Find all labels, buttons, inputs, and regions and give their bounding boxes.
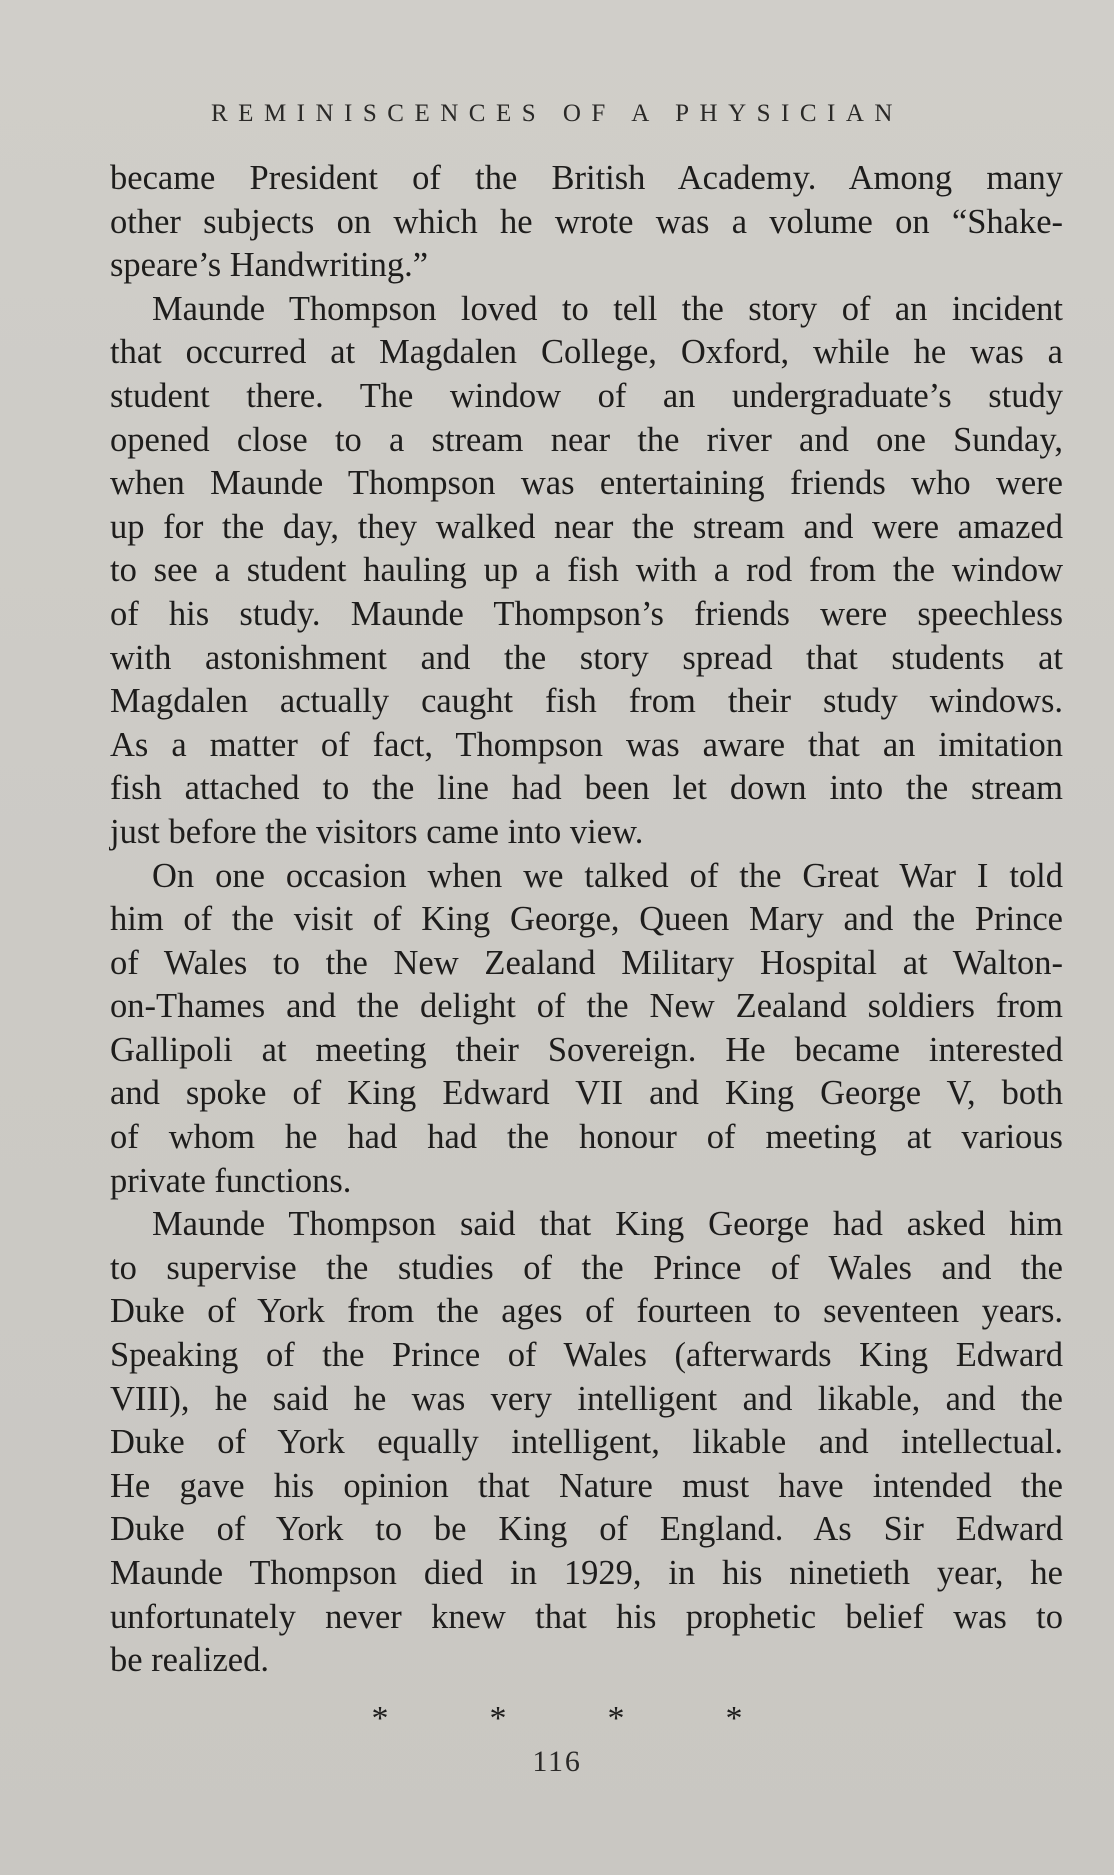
text-line: with astonishment and the story spread that students at [110,638,1063,677]
text-line: unfortunately never knew that his prophetic belief was to [110,1597,1063,1636]
text-line: speare’s Handwriting.” [110,246,429,285]
asterisk: * [371,1700,389,1737]
text-line: be realized. [110,1641,269,1680]
asterisk: * [607,1700,625,1737]
body-text [110,157,1063,1683]
text-line: of his study. Maunde Thompson’s friends were speechless [110,594,1063,633]
text-line: opened close to a stream near the river and one Sunday, [110,420,1063,459]
text-line: became President of the British Academy. Among many [110,159,1063,197]
paragraph-3 [110,855,1063,1204]
text-line: to see a student hauling up a fish with a rod from the window [110,551,1063,590]
text-line: Duke of York equally intelligent, likable and intellectual. [110,1423,1063,1462]
section-break [0,1700,1114,1738]
text-line: of whom he had had the honour of meeting at various [110,1118,1063,1157]
running-head: REMINISCENCES OF A PHYSICIAN [211,100,903,127]
text-line: He gave his opinion that Nature must have intended the [110,1466,1063,1505]
text-line: VIII), he said he was very intelligent and likable, and the [110,1379,1063,1418]
text-line: Maunde Thompson died in 1929, in his ninetieth year, he [110,1554,1063,1592]
paragraph-4 [110,1203,1063,1683]
text-line: of Wales to the New Zealand Military Hospital at Walton- [110,943,1063,982]
text-line: student there. The window of an undergraduate’s study [110,376,1063,415]
text-line: to supervise the studies of the Prince of Wales and the [110,1248,1063,1287]
text-line: on-Thames and the delight of the New Zealand soldiers from [110,987,1063,1026]
asterisk: * [725,1700,743,1737]
text-line: up for the day, they walked near the stream and were amazed [110,507,1063,546]
page-number: 116 [532,1745,582,1778]
text-line: just before the visitors came into view. [110,812,644,851]
text-line: him of the visit of King George, Queen Mary and the Prince [110,900,1063,939]
text-line: that occurred at Magdalen College, Oxford, while he was a [110,333,1063,372]
text-line: when Maunde Thompson was entertaining friends who were [110,464,1063,503]
text-line: Maunde Thompson loved to tell the story of an incident [152,289,1063,328]
text-line: Duke of York from the ages of fourteen to seventeen years. [110,1292,1063,1331]
text-line: Maunde Thompson said that King George had asked him [152,1205,1063,1244]
text-line: Duke of York to be King of England. As Sir Edward [110,1510,1063,1549]
asterisk: * [489,1700,507,1737]
text-line: private functions. [110,1161,352,1200]
text-line: Speaking of the Prince of Wales (afterwards King Edward [110,1336,1063,1375]
text-line: As a matter of fact, Thompson was aware that an imitation [110,725,1063,764]
text-line: On one occasion when we talked of the Great War I told [152,856,1063,895]
text-line: other subjects on which he wrote was a volume on “Shake- [110,202,1063,241]
text-line: fish attached to the line had been let down into the stream [110,769,1063,808]
text-line: Gallipoli at meeting their Sovereign. He became interested [110,1030,1063,1069]
text-line: and spoke of King Edward VII and King George V, both [110,1074,1063,1113]
paragraph-2 [110,288,1063,855]
paragraph-1 [110,157,1063,288]
text-line: Magdalen actually caught fish from their study windows. [110,682,1063,721]
